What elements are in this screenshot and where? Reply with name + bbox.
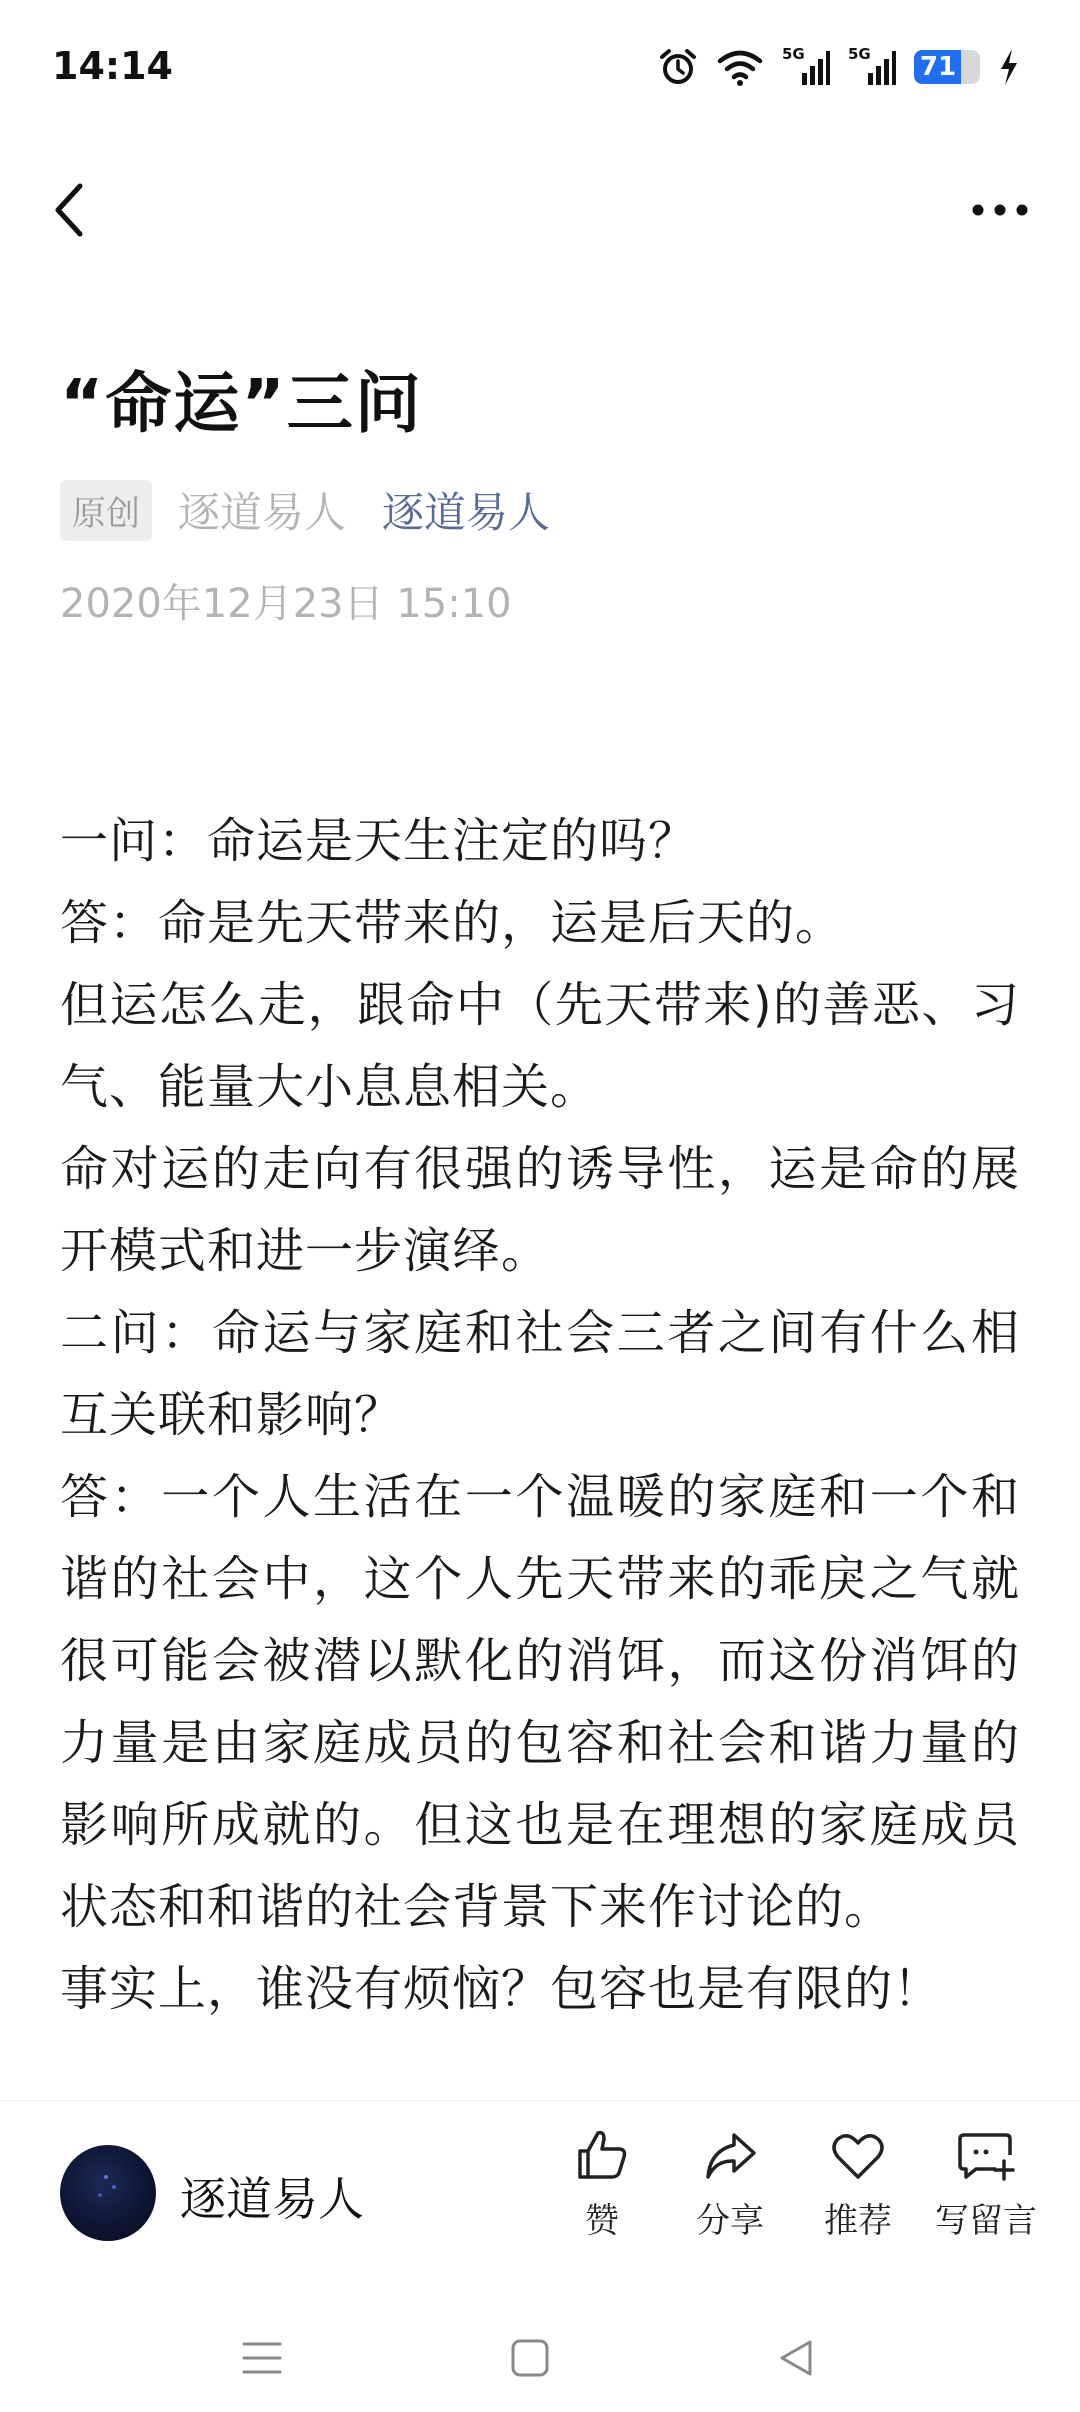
original-badge: 原创 bbox=[60, 480, 152, 541]
like-button[interactable] bbox=[538, 2125, 666, 2242]
thumbs-up-icon bbox=[572, 2125, 632, 2185]
article-content bbox=[60, 800, 1020, 2100]
share-button[interactable] bbox=[666, 2125, 794, 2242]
action-group bbox=[538, 2125, 1050, 2242]
status-bar bbox=[0, 0, 1080, 140]
paragraph: 命对运的走向有很强的诱导性，运是命的展开模式和进一步演绎。 bbox=[60, 1141, 1020, 1279]
chevron-left-icon bbox=[50, 180, 90, 240]
account-link[interactable]: 逐道易人 bbox=[382, 488, 551, 537]
paragraph: 但运怎么走，跟命中（先天带来)的善恶、习气、能量大小息息相关。 bbox=[60, 977, 1020, 1115]
article-meta bbox=[60, 478, 550, 542]
home-button[interactable] bbox=[500, 2328, 560, 2388]
article-title: “命运”三问 bbox=[60, 365, 423, 442]
account-name[interactable]: 逐道易人 bbox=[180, 2172, 364, 2226]
article-author: 逐道易人 bbox=[178, 488, 347, 537]
battery-level: 71 bbox=[919, 52, 957, 82]
back-button[interactable] bbox=[50, 170, 120, 250]
like-label: 赞 bbox=[585, 2201, 619, 2241]
paragraph: 一问：命运是天生注定的吗？ bbox=[60, 813, 698, 869]
top-nav bbox=[0, 160, 1080, 260]
share-icon bbox=[700, 2125, 760, 2185]
system-nav-bar bbox=[0, 2300, 1080, 2412]
comment-add-icon bbox=[956, 2125, 1016, 2185]
paragraph: 答：命是先天带来的，运是后天的。 bbox=[60, 895, 845, 951]
status-time: 14:14 bbox=[52, 44, 173, 88]
square-icon bbox=[510, 2338, 550, 2378]
bottom-action-bar bbox=[0, 2100, 1080, 2301]
comment-button[interactable] bbox=[922, 2125, 1050, 2242]
triangle-back-icon bbox=[776, 2338, 816, 2378]
menu-button[interactable] bbox=[232, 2328, 292, 2388]
publish-date: 2020年12月23日 15:10 bbox=[60, 581, 512, 627]
recommend-button[interactable] bbox=[794, 2125, 922, 2242]
heart-icon bbox=[828, 2125, 888, 2185]
wifi-icon bbox=[716, 47, 764, 87]
signal-icon: 5G bbox=[782, 47, 830, 87]
battery-icon bbox=[914, 50, 980, 84]
account-avatar[interactable] bbox=[60, 2145, 156, 2241]
menu-icon bbox=[242, 2340, 282, 2376]
paragraph: 事实上，谁没有烦恼？包容也是有限的！ bbox=[60, 1961, 943, 2017]
back-nav-button[interactable] bbox=[766, 2328, 826, 2388]
alarm-icon bbox=[658, 47, 698, 87]
recommend-label: 推荐 bbox=[824, 2201, 892, 2241]
comment-label: 写留言 bbox=[935, 2201, 1037, 2241]
share-label: 分享 bbox=[696, 2201, 764, 2241]
charging-icon bbox=[998, 47, 1020, 87]
paragraph: 二问：命运与家庭和社会三者之间有什么相互关联和影响？ bbox=[60, 1305, 1020, 1443]
paragraph: 答：一个人生活在一个温暖的家庭和一个和谐的社会中，这个人先天带来的乖戾之气就很可能会被潜以默化的消饵，而这份消饵的力量是由家庭成员的包容和社会和谐力量的影响所成就的。但这也是在理想的家庭成员状态和和谐的社会背景下来作讨论的。 bbox=[60, 1469, 1020, 1935]
more-horizontal-icon bbox=[970, 202, 1030, 218]
status-icons bbox=[658, 44, 1020, 90]
signal-icon: 5G bbox=[848, 47, 896, 87]
more-button[interactable] bbox=[960, 170, 1040, 250]
